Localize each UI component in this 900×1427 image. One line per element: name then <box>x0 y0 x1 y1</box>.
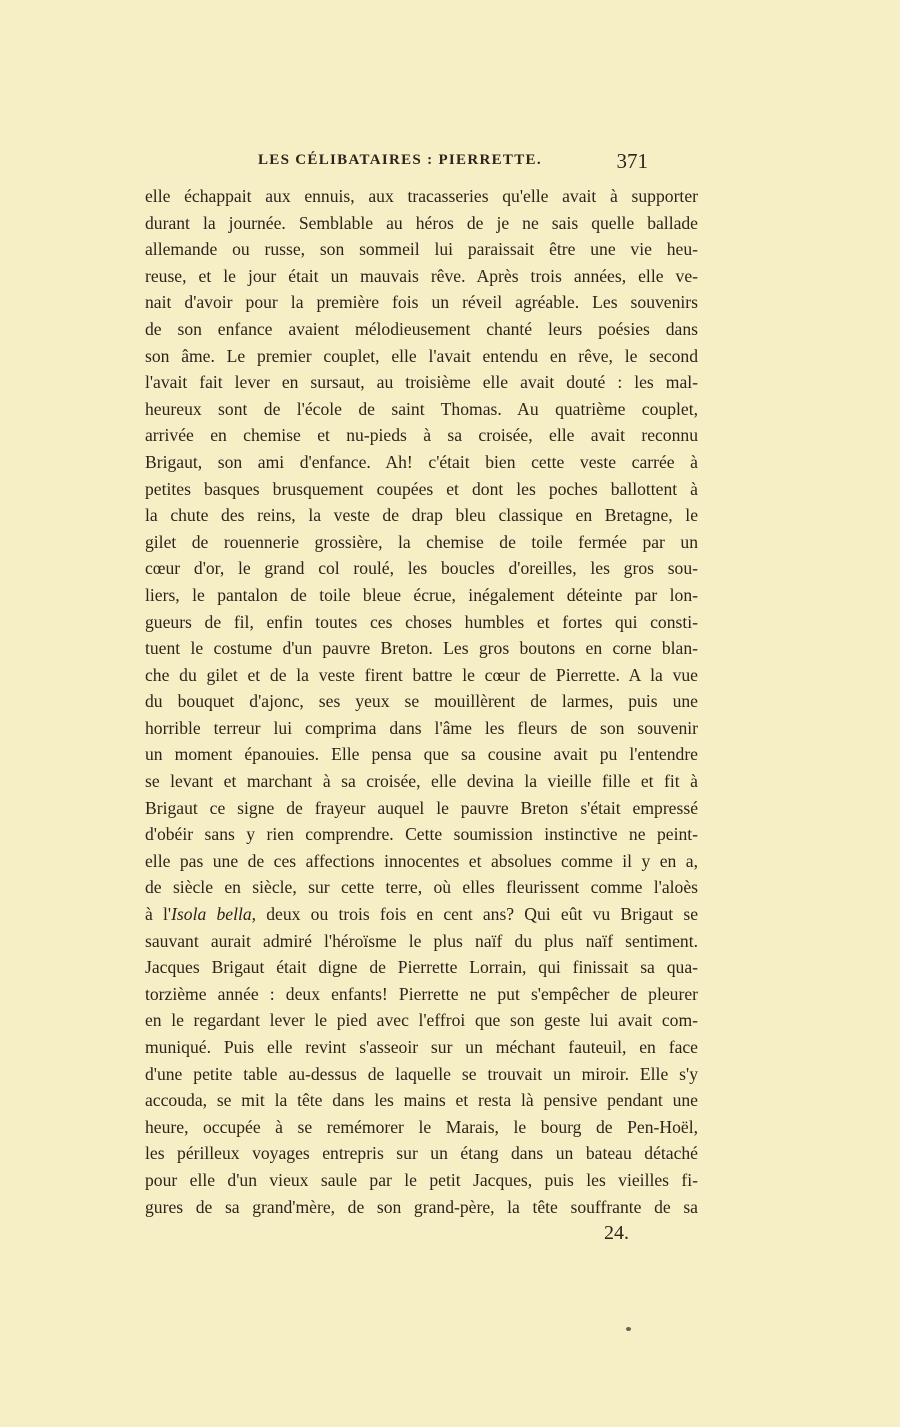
text-line: gueurs de fil, enfin toutes ces choses humbles et fortes qui consti- <box>145 611 698 632</box>
text-line: heureux sont de l'école de saint Thomas. Au quatrième couplet, <box>145 398 698 419</box>
text-line: petites basques brusquement coupées et dont les poches ballottent à <box>145 478 698 499</box>
text-line: Brigaut ce signe de frayeur auquel le pauvre Breton s'était empressé <box>145 797 698 818</box>
text-line: arrivée en chemise et nu-pieds à sa croisée, elle avait reconnu <box>145 425 698 446</box>
text-line: allemande ou russe, son sommeil lui paraissait être une vie heu- <box>145 239 698 260</box>
text-line: heure, occupée à se remémorer le Marais, le bourg de Pen-Hoël, <box>145 1116 698 1137</box>
text-line: pour elle d'un vieux saule par le petit Jacques, puis les vieilles fi- <box>145 1169 698 1190</box>
text-line: d'une petite table au-dessus de laquelle se trouvait un miroir. Elle s'y <box>145 1063 698 1084</box>
text-line: tuent le costume d'un pauvre Breton. Les gros boutons en corne blan- <box>145 638 698 659</box>
ink-speck <box>626 1327 631 1331</box>
text-line: son âme. Le premier couplet, elle l'avait entendu en rêve, le second <box>145 345 698 366</box>
text-line: sauvant aurait admiré l'héroïsme le plus naïf du plus naïf sentiment. <box>145 930 698 951</box>
text-line: nait d'avoir pour la première fois un réveil agréable. Les souvenirs <box>145 292 698 313</box>
text-line: d'obéir sans y rien comprendre. Cette soumission instinctive ne peint- <box>145 824 698 845</box>
text-line: horrible terreur lui comprima dans l'âme les fleurs de son souvenir <box>145 717 698 738</box>
text-line: liers, le pantalon de toile bleue écrue, inégalement déteinte par lon- <box>145 584 698 605</box>
page-number: 371 <box>616 149 648 173</box>
text-line: se levant et marchant à sa croisée, elle devina la vieille fille et fit à <box>145 771 698 792</box>
text-line: torzième année : deux enfants! Pierrette ne put s'empêcher de pleurer <box>145 983 698 1004</box>
text-line: du bouquet d'ajonc, ses yeux se mouillèrent de larmes, puis une <box>145 691 698 712</box>
text-line: muniqué. Puis elle revint s'asseoir sur un méchant fauteuil, en face <box>145 1037 698 1057</box>
text-line: de son enfance avaient mélodieusement chanté leurs poésies dans <box>145 318 698 339</box>
text-line: en le regardant lever le pied avec l'effroi que son geste lui avait com- <box>145 1010 698 1031</box>
text-line: Jacques Brigaut était digne de Pierrette Lorrain, qui finissait sa qua- <box>145 957 698 978</box>
running-header <box>258 149 648 176</box>
text-line: durant la journée. Semblable au héros de je ne sais quelle ballade <box>145 212 698 233</box>
text-line: accouda, se mit la tête dans les mains et resta là pensive pendant une <box>145 1090 698 1111</box>
running-title: LES CÉLIBATAIRES : PIERRETTE. <box>258 152 542 168</box>
text-line: la chute des reins, la veste de drap bleu classique en Bretagne, le <box>145 505 698 526</box>
text-line: che du gilet et de la veste firent battre le cœur de Pierrette. A la vue <box>145 664 698 685</box>
text-line: l'avait fait lever en sursaut, au troisième elle avait douté : les mal- <box>145 372 698 393</box>
text-line: les périlleux voyages entrepris sur un étang dans un bateau détaché <box>145 1143 698 1164</box>
text-line: elle échappait aux ennuis, aux tracasseries qu'elle avait à supporter <box>145 186 698 206</box>
italic-place-name: Isola bella <box>171 904 252 925</box>
text-line: cœur d'or, le grand col roulé, les boucles d'oreilles, les gros sou- <box>145 558 698 579</box>
body-text <box>145 183 698 1220</box>
text-line: gures de sa grand'mère, de son grand-père, la tête souffrante de sa <box>145 1196 698 1217</box>
text-line: gilet de rouennerie grossière, la chemise de toile fermée par un <box>145 531 698 552</box>
text-line: un moment épanouies. Elle pensa que sa cousine avait pu l'entendre <box>145 744 698 765</box>
text-fragment: , deux ou trois fois en cent ans? Qui eût vu Brigaut se <box>251 904 698 925</box>
text-line <box>145 901 698 928</box>
text-line: Brigaut, son ami d'enfance. Ah! c'était bien cette veste carrée à <box>145 451 698 472</box>
signature-mark: 24. <box>604 1222 629 1244</box>
text-fragment: à l' <box>145 904 172 925</box>
text-line: de siècle en siècle, sur cette terre, où elles fleurissent comme l'aloès <box>145 877 698 898</box>
text-line: reuse, et le jour était un mauvais rêve. Après trois années, elle ve- <box>145 265 698 286</box>
text-line: elle pas une de ces affections innocentes et absolues comme il y en a, <box>145 850 698 871</box>
